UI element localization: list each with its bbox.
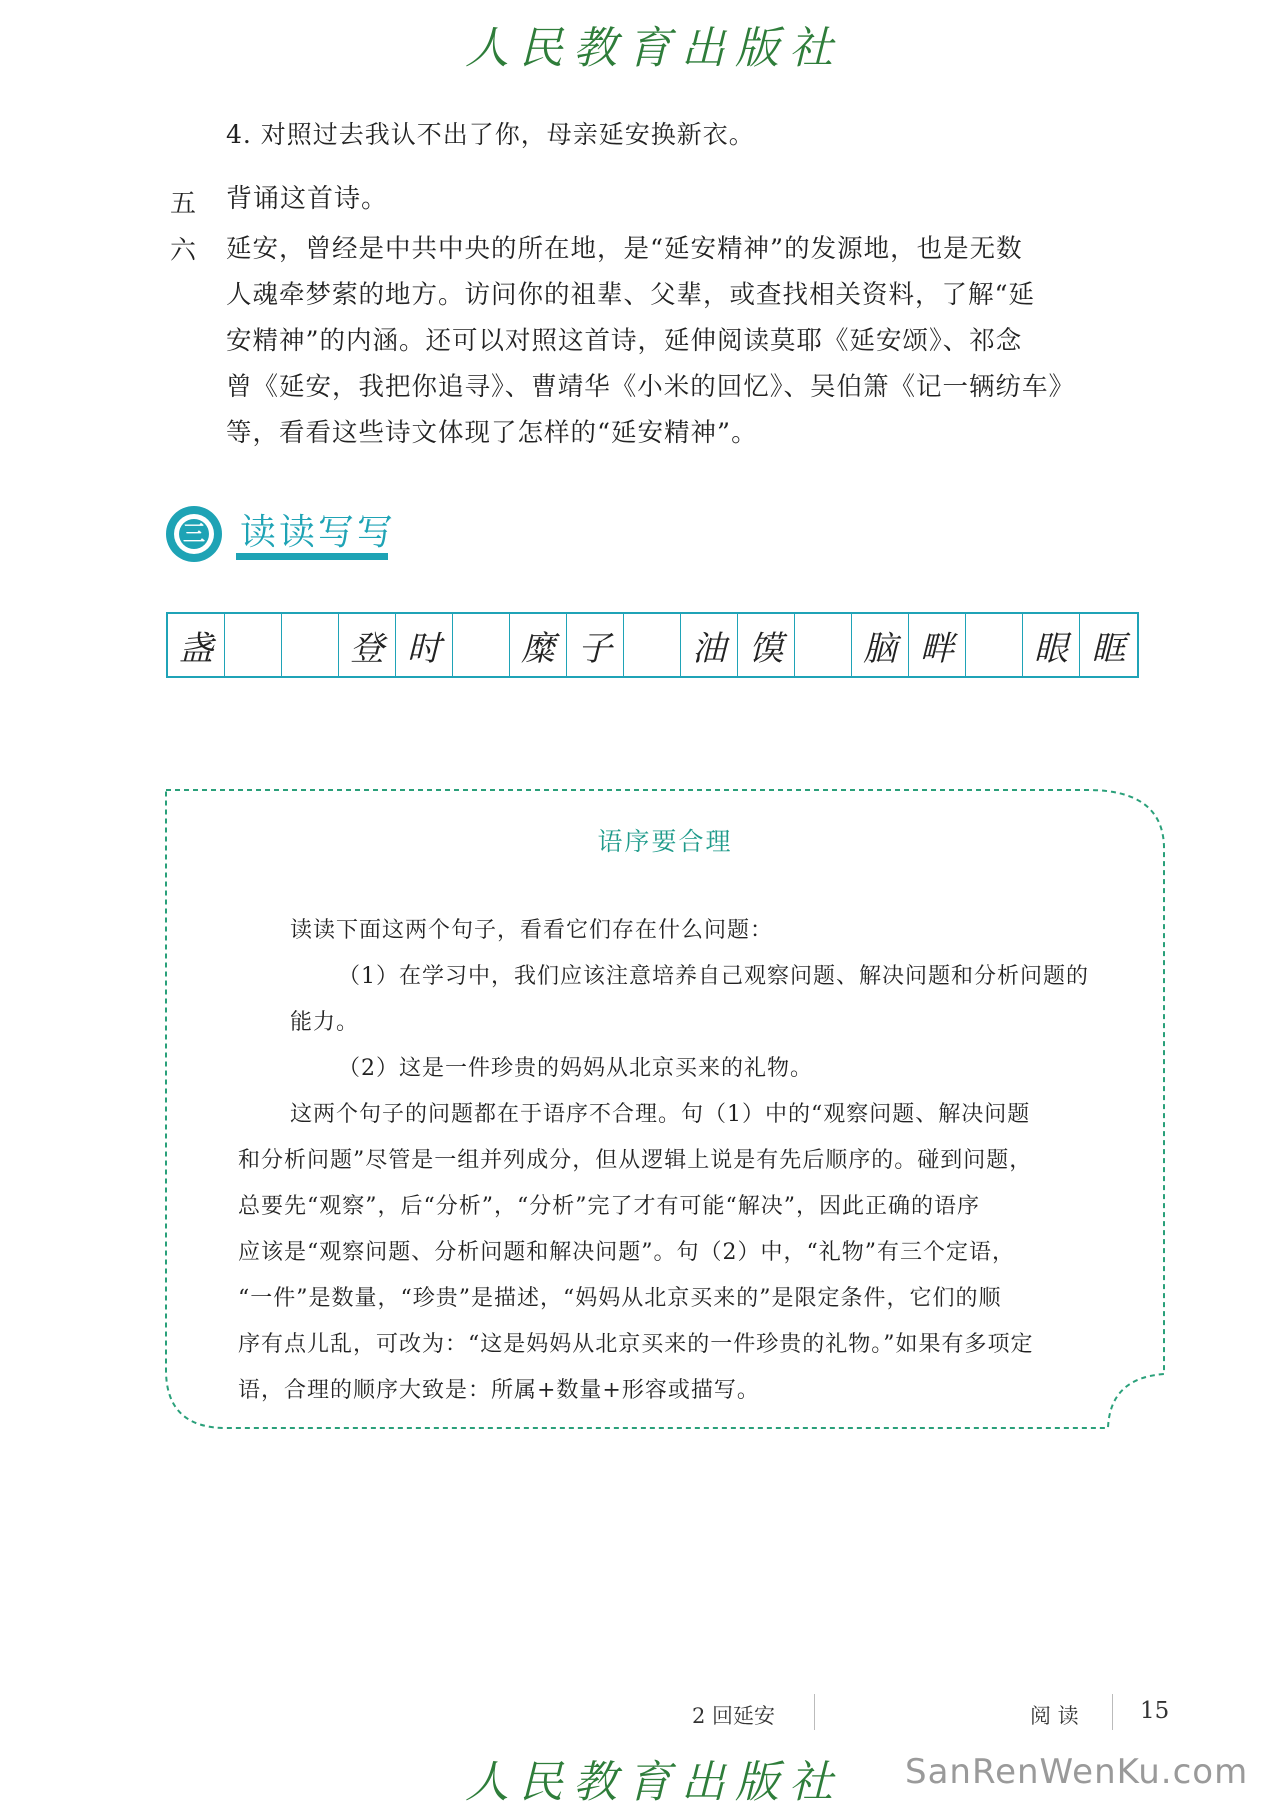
word-cell: 油 [681,614,738,676]
question-6-line: 曾《延安，我把你追寻》、曹靖华《小米的回忆》、吴伯箫《记一辆纺车》 [226,372,1076,402]
question-6-line: 延安，曾经是中共中央的所在地，是“延安精神”的发源地，也是无数 [226,234,1023,264]
publisher-logo-footer: 人民教育出版社 [465,1757,843,1808]
question-5-label: 五 [170,189,197,219]
footer-unit: 阅 读 [1030,1704,1079,1728]
tip-box-line: 序有点儿乱，可改为：“这是妈妈从北京买来的一件珍贵的礼物。”如果有多项定 [238,1332,1034,1357]
word-cell: 脑 [852,614,909,676]
tip-box-line: 这两个句子的问题都在于语序不合理。句（1）中的“观察问题、解决问题 [290,1102,1031,1127]
footer-lesson: 2 回延安 [692,1704,776,1728]
tip-box-title: 语序要合理 [597,827,733,856]
word-cell: 登 [339,614,396,676]
question-6-line: 等，看看这些诗文体现了怎样的“延安精神”。 [226,418,758,448]
word-cell: 畔 [909,614,966,676]
section-title-underline [236,553,388,560]
page-number: 15 [1140,1698,1170,1724]
word-grid [166,612,1139,678]
tip-box-line: （2）这是一件珍贵的妈妈从北京买来的礼物。 [338,1056,813,1081]
tip-box-line: “一件”是数量，“珍贵”是描述，“妈妈从北京买来的”是限定条件，它们的顺 [238,1286,1002,1311]
word-cell [225,614,282,676]
tip-box-line: 总要先“观察”，后“分析”，“分析”完了才有可能“解决”，因此正确的语序 [238,1194,980,1219]
section-number-icon [166,506,222,562]
tip-box-line: （1）在学习中，我们应该注意培养自己观察问题、解决问题和分析问题的 [338,964,1089,989]
tip-box-line: 应该是“观察问题、分析问题和解决问题”。句（2）中，“礼物”有三个定语， [238,1240,1015,1265]
word-cell: 子 [567,614,624,676]
exercise-item-4: 4. 对照过去我认不出了你，母亲延安换新衣。 [226,120,755,149]
footer-divider [814,1694,815,1730]
word-cell [453,614,510,676]
footer-divider [1112,1694,1113,1730]
word-cell [282,614,339,676]
section-title: 读读写写 [240,512,397,553]
word-cell: 眼 [1023,614,1080,676]
tip-box-line: 和分析问题”尽管是一组并列成分，但从逻辑上说是有先后顺序的。碰到问题， [238,1148,1033,1173]
tip-box-line: 读读下面这两个句子，看看它们存在什么问题： [290,918,774,943]
word-cell [966,614,1023,676]
word-cell: 馍 [738,614,795,676]
question-5-text: 背诵这首诗。 [226,184,389,214]
word-cell: 糜 [510,614,567,676]
question-6-line: 安精神”的内涵。还可以对照这首诗，延伸阅读莫耶《延安颂》、祁念 [226,326,1023,356]
publisher-logo-header: 人民教育出版社 [465,23,843,74]
word-cell: 眶 [1091,628,1126,669]
tip-box-line: 能力。 [290,1010,360,1035]
word-cell: 盏 [168,614,225,676]
watermark: SanRenWenKu.com [905,1752,1249,1792]
question-6-text [226,226,1166,456]
question-6-line: 人魂牵梦萦的地方。访问你的祖辈、父辈，或查找相关资料，了解“延 [226,280,1036,310]
question-6-label: 六 [170,236,197,266]
tip-box-line: 语，合理的顺序大致是：所属+数量+形容或描写。 [238,1378,760,1403]
word-cell [624,614,681,676]
word-cell [795,614,852,676]
word-cell: 时 [396,614,453,676]
section-number-glyph: 三 [179,519,209,549]
